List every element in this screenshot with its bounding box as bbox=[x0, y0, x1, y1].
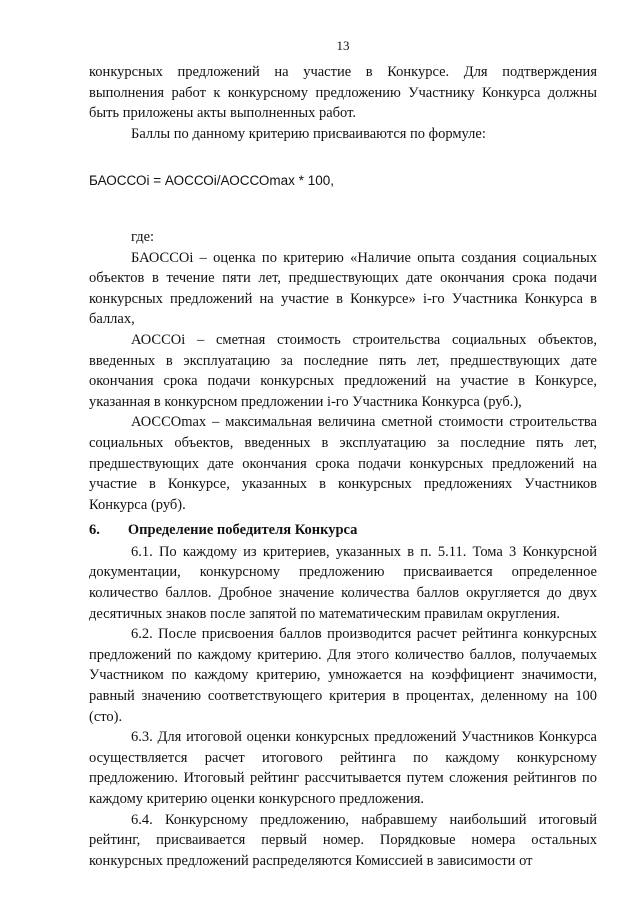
formula: БАОССОi = АОССОi/АОССОmax * 100, bbox=[89, 173, 334, 189]
page-number: 13 bbox=[336, 38, 350, 53]
where-label: где: bbox=[131, 228, 155, 245]
clause-6-2: 6.2. После присвоения баллов производится расчет рейтинга конкурсных предложений по каждому критерию. Для этого количество баллов, получаемых Участником по каждому критерию, умножается на коэффициент значимости, равный значению соответствующего критерия в процентах, деленному на 100 (сто). bbox=[89, 626, 597, 725]
paragraph-continuation: конкурсных предложений на участие в Конкурсе. Для подтверждения выполнения работ к конкурсному предложению Участнику Конкурса должны быть приложены акты выполненных работ. bbox=[89, 64, 597, 122]
definition-aosso: АОССОi – сметная стоимость строительства социальных объектов, введенных в эксплуатацию за последние пять лет, предшествующих дате окончания срока подачи конкурсных предложений на участие в Конкурсе, указанная в конкурсном предложении i-го Участника Конкурса (руб.), bbox=[89, 331, 597, 410]
clause-6-1: 6.1. По каждому из критериев, указанных в п. 5.11. Тома 3 Конкурсной документации, конкурсному предложению присваивается определенное количество баллов. Дробное значение количества баллов округляется до двух десятичных знаков после запятой по математическим правилам округления. bbox=[89, 543, 597, 622]
clause-6-4: 6.4. Конкурсному предложению, набравшему наибольший итоговый рейтинг, присваивается первый номер. Порядковые номера остальных конкурсных предложений распределяются Комиссией в зависимости от bbox=[89, 811, 597, 869]
section-number: 6. bbox=[89, 522, 100, 539]
section-title: Определение победителя Конкурса bbox=[127, 522, 358, 539]
definition-aosso-max: АОССОmax – максимальная величина сметной стоимости строительства социальных объектов, введенных в эксплуатацию за последние пять лет, предшествующих дате окончания срока подачи конкурсных предложений на участие в Конкурсе, указанных в конкурсных предложениях Участников Конкурса (руб). bbox=[89, 414, 597, 513]
page-body bbox=[89, 62, 597, 871]
paragraph-formula-intro: Баллы по данному критерию присваиваются по формуле: bbox=[131, 125, 486, 142]
definition-baosso: БАОССОi – оценка по критерию «Наличие опыта создания социальных объектов в течение пяти лет, предшествующих дате окончания срока подачи конкурсных предложений на участие в Конкурсе» i-го Участника Конкурса в баллах, bbox=[89, 249, 597, 328]
clause-6-3: 6.3. Для итоговой оценки конкурсных предложений Участников Конкурса осуществляется расчет итогового рейтинга по каждому конкурсному предложению. Итоговый рейтинг рассчитывается путем сложения рейтингов по каждому критерию оценки конкурсного предложения. bbox=[89, 729, 597, 807]
section-heading bbox=[89, 520, 597, 541]
